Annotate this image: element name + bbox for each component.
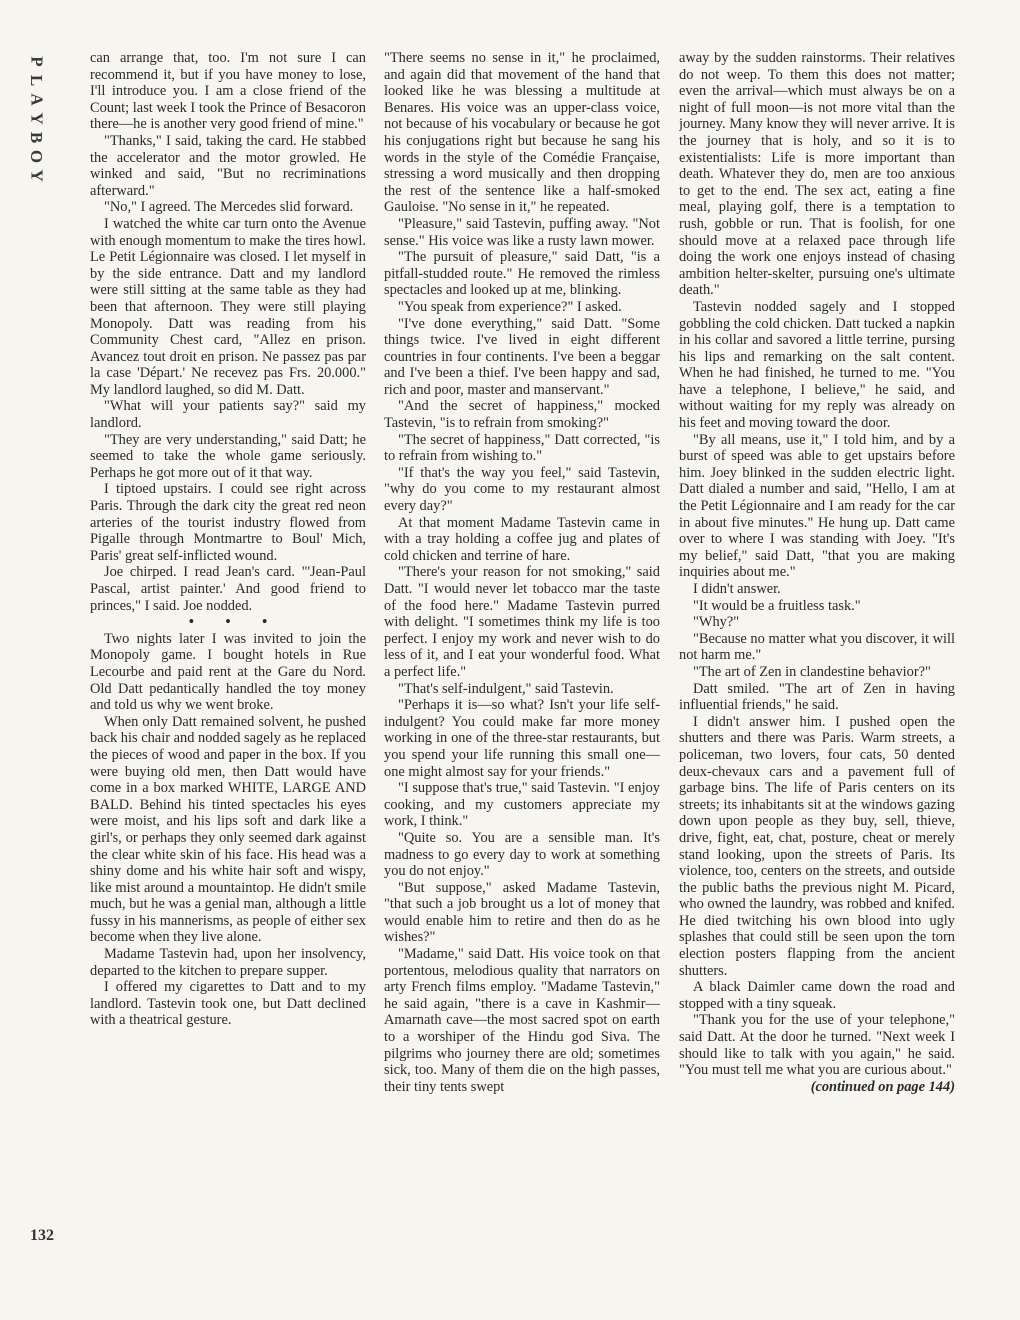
paragraph: "But suppose," asked Madame Tastevin, "that such a job brought us a lot of money that would enable him to retire and then do as he wishes?" <box>384 879 660 946</box>
paragraph: "Perhaps it is—so what? Isn't your life self-indulgent? You could make far more money working in one of the three-star restaurants, but you spend your life running this small one—one might almost say for your friends." <box>384 697 660 780</box>
continued-note: (continued on page 144) <box>810 1078 955 1095</box>
paragraph: away by the sudden rainstorms. Their relatives do not weep. To them this does not matter; even the arrival—which must always be on a night of full moon—is not more vital than the journey. Many know they will never arrive. It is the journey that is holy, and so it is to existentialists: Life is more important than death. Whatever they do, men are too anxious to get to the end. The sex act, eating a fine meal, playing golf, there is a temptation to rush, gobble or run. That is foolish, for one should move at a relaxed pace through life doing the work one enjoys instead of chasing ambition helter-skelter, pursuing one's ultimate death." <box>679 50 955 299</box>
paragraph: "What will your patients say?" said my landlord. <box>90 398 366 432</box>
column-2 <box>384 50 660 1240</box>
masthead-letter: L <box>27 74 47 87</box>
paragraph: I tiptoed upstairs. I could see right across Paris. Through the dark city the great red neon arteries of the tourist industry flowed from Pigalle through Montmartre to Boul' Mich, Paris' great self-inflicted wound. <box>90 481 366 564</box>
paragraph: At that moment Madame Tastevin came in with a tray holding a coffee jug and plates of cold chicken and terrine of hare. <box>384 514 660 564</box>
paragraph: "The art of Zen in clandestine behavior?" <box>693 663 931 680</box>
paragraph: "By all means, use it," I told him, and by a burst of speed was able to get upstairs before him. Joey blinked in the sudden electric light. Datt dialed a number and said, "Hello, I am at the Petit Légionnaire and I am ready for the car in about five minutes." He hung up. Datt came over to where I was standing with Joey. "It's my belief," said Datt, "that you are making inquiries about me." <box>679 431 955 581</box>
masthead-letter: O <box>27 149 47 164</box>
paragraph: "There's your reason for not smoking," said Datt. "I would never let tobacco mar the taste of the food here." Madame Tastevin purred with delight. "I sometimes think my life is too perfect. I enjoy my work and never wish to do less of it, and I eat your wonderful food. What a perfect life." <box>384 564 660 680</box>
paragraph: When only Datt remained solvent, he pushed back his chair and nodded sagely as he replaced the pieces of wood and paper in the box. If you were buying old men, then Datt would have come in a box marked WHITE, LARGE AND BALD. Behind his tinted spectacles his eyes were moist, and his lips soft and dark like a girl's, or perhaps they only seemed dark against the clear white skin of his face. His head was a shiny dome and his white hair soft and wispy, like mist around a mountaintop. He didn't smile much, but he was a genial man, although a little fussy in his mannerisms, as people of either sex become when they live alone. <box>90 713 366 946</box>
masthead-letter: P <box>27 56 47 67</box>
paragraph: I watched the white car turn onto the Avenue with enough momentum to make the tires howl. Le Petit Légionnaire was closed. I let myself in by the side entrance. Datt and my landlord were still sitting at the same table as they had been that afternoon. They were still playing Monopoly. Datt was reading from his Community Chest card, "Allez en prison. Avancez tout droit en prison. Ne passez pas par la case 'Départ.' Ne recevez pas Frs. 20.000." My landlord laughed, so did M. Datt. <box>90 215 366 398</box>
paragraph: "The pursuit of pleasure," said Datt, "is a pitfall-studded route." He removed the rimless spectacles and looked up at me, blinking. <box>384 249 660 299</box>
paragraph: "Madame," said Datt. His voice took on that portentous, melodious quality that narrators on arty French films employ. "Madame Tastevin," he said again, "there is a cave in Kashmir—Amarnath cave—the most sacred spot on earth to a worshiper of the Hindu god Siva. The pilgrims who journey there are old; sometimes sick, too. Many of them die on the high passes, their tiny tents swept <box>384 946 660 1095</box>
section-separator: • • • <box>188 614 282 631</box>
paragraph: I offered my cigarettes to Datt and to my landlord. Tastevin took one, but Datt declined with a theatrical gesture. <box>90 979 366 1029</box>
paragraph: I didn't answer. <box>693 581 781 597</box>
paragraph: "Because no matter what you discover, it will not harm me." <box>679 630 955 664</box>
masthead-letter: A <box>27 93 47 106</box>
paragraph: Datt smiled. "The art of Zen in having influential friends," he said. <box>679 680 955 714</box>
column-3 <box>679 50 955 1240</box>
paragraph: "Why?" <box>693 614 740 631</box>
paragraph: "If that's the way you feel," said Tastevin, "why do you come to my restaurant almost every day?" <box>384 464 660 515</box>
paragraph: A black Daimler came down the road and stopped with a tiny squeak. <box>679 979 955 1012</box>
paragraph: "I suppose that's true," said Tastevin. "I enjoy cooking, and my customers appreciate my work, I think." <box>384 780 660 830</box>
masthead-letter: Y <box>27 169 47 182</box>
paragraph: Joe chirped. I read Jean's card. "'Jean-Paul Pascal, artist painter.' And good friend to princes," I said. Joe nodded. <box>90 564 366 614</box>
paragraph: I didn't answer him. I pushed open the shutters and there was Paris. Warm streets, a policeman, two lovers, four cats, 50 dented deux-chevaux cars and a pavement full of garbage bins. The life of Paris centers on its streets; its inhabitants sit at the windows gazing down upon people as they buy, sell, thieve, drive, fight, eat, chat, posture, cheat or merely stand looking, upon the streets of Paris. Its violence, too, centers on the streets, and outside the public baths the previous night M. Picard, who owned the laundry, was robbed and knifed. He died twitching his own blood into ugly splashes that could still be seen upon the torn election posters flapping from the ancient shutters. <box>679 713 955 979</box>
paragraph: "There seems no sense in it," he proclaimed, and again did that movement of the hand that looked like he was blessing a multitude at Benares. His voice was an upper-class voice, not because of his vocabulary or because he got his conjugations right but because he sang his words in the style of the Comédie Française, stressing a word musically and then dropping the rest of the sentence like a half-smoked Gauloise. "No sense in it," he repeated. <box>384 50 660 216</box>
page-number: 132 <box>30 1227 54 1244</box>
masthead-letter: B <box>27 131 47 144</box>
paragraph: "It would be a fruitless task." <box>693 597 861 614</box>
paragraph: "No," I agreed. The Mercedes slid forward. <box>104 199 354 216</box>
paragraph: "The secret of happiness," Datt corrected, "is to refrain from wishing to." <box>384 431 660 465</box>
paragraph: "That's self-indulgent," said Tastevin. <box>398 680 614 697</box>
paragraph: "Thanks," I said, taking the card. He stabbed the accelerator and the motor growled. He winked and said, "But no recriminations afterward." <box>90 132 366 199</box>
paragraph: "Thank you for the use of your telephone," said Datt. At the door he turned. "Next week I should like to talk with you again," he said. "You must tell me what you are curious about." <box>679 1012 955 1079</box>
paragraph: can arrange that, too. I'm not sure I can recommend it, but if you have money to lose, I'll introduce you. I am a close friend of the Count; last week I took the Prince of Besacoron there—he is another very good friend of mine." <box>90 50 366 133</box>
paragraph: "Pleasure," said Tastevin, puffing away. "Not sense." His voice was like a rusty lawn mower. <box>384 215 660 249</box>
paragraph: Madame Tastevin had, upon her insolvency, departed to the kitchen to prepare supper. <box>90 946 366 979</box>
paragraph: "They are very understanding," said Datt; he seemed to take the whole game seriously. Perhaps he got more out of it that way. <box>90 431 366 481</box>
column-1 <box>90 50 366 1240</box>
paragraph: "I've done everything," said Datt. "Some things twice. I've lived in eight different countries in four continents. I've been a beggar and I've been a thief. I've been happy and sad, rich and poor, master and manservant." <box>384 315 660 398</box>
paragraph: "You speak from experience?" I asked. <box>398 298 622 315</box>
paragraph: "And the secret of happiness," mocked Tastevin, "is to refrain from smoking?" <box>384 398 660 432</box>
paragraph: "Quite so. You are a sensible man. It's madness to go every day to work at something you do not enjoy." <box>384 829 660 880</box>
masthead-letter: Y <box>27 112 47 125</box>
masthead <box>26 52 48 185</box>
paragraph: Two nights later I was invited to join the Monopoly game. I bought hotels in Rue Lecourbe and paid rent at the Gare du Nord. Old Datt pedantically handled the toy money and told us why we went broke. <box>90 630 366 714</box>
paragraph: Tastevin nodded sagely and I stopped gobbling the cold chicken. Datt tucked a napkin in his collar and savored a little terrine, pursing his lips and remarking on the salt content. When he had finished, he turned to me. "You have a telephone, I believe," he said, and without waiting for my reply was already on his feet and moving toward the door. <box>679 298 955 432</box>
